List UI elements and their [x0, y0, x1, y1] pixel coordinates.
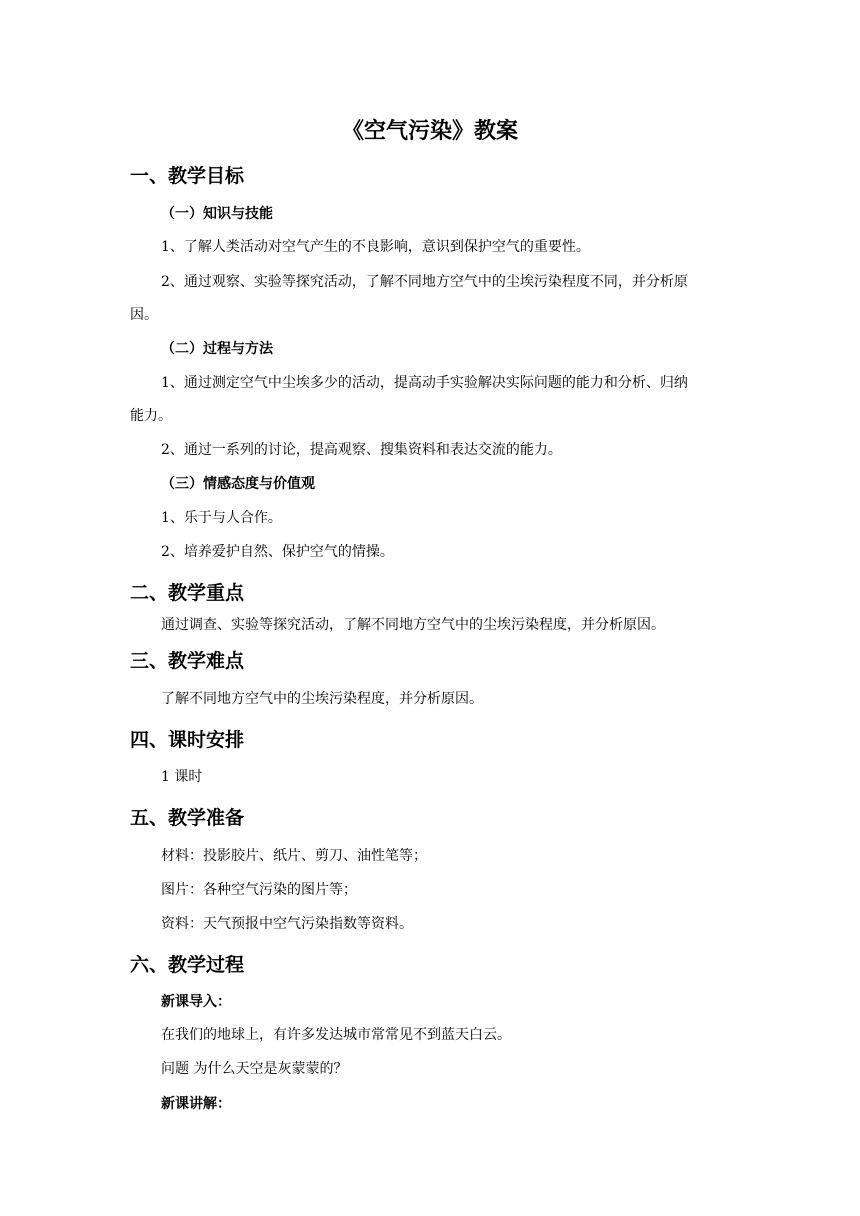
subheading-process-method: （二）过程与方法	[161, 341, 273, 357]
paragraph: 2、培养爱护自然、保护空气的情操。	[161, 544, 394, 560]
paragraph: 2、通过一系列的讨论，提高观察、搜集资料和表达交流的能力。	[161, 442, 562, 458]
subheading-intro: 新课导入：	[161, 994, 231, 1010]
paragraph: 问题 为什么天空是灰蒙蒙的？	[161, 1061, 348, 1077]
section-heading-process: 六、教学过程	[130, 954, 245, 976]
paragraph: 2、通过观察、实验等探究活动，了解不同地方空气中的尘埃污染程度不同，并分析原	[161, 274, 688, 290]
paragraph: 图片：各种空气污染的图片等；	[161, 882, 357, 898]
paragraph: 1、乐于与人合作。	[161, 510, 282, 526]
paragraph: 在我们的地球上，有许多发达城市常常见不到蓝天白云。	[161, 1027, 511, 1043]
paragraph: 通过调查、实验等探究活动，了解不同地方空气中的尘埃污染程度，并分析原因。	[161, 617, 665, 633]
subheading-attitude-values: （三）情感态度与价值观	[161, 476, 315, 492]
section-heading-difficulties: 三、教学难点	[130, 650, 245, 672]
paragraph: 了解不同地方空气中的尘埃污染程度，并分析原因。	[161, 691, 483, 707]
subheading-lecture: 新课讲解：	[161, 1096, 231, 1112]
paragraph: 1、通过测定空气中尘埃多少的活动，提高动手实验解决实际问题的能力和分析、归纳	[161, 375, 688, 391]
paragraph: 1、了解人类活动对空气产生的不良影响，意识到保护空气的重要性。	[161, 239, 590, 255]
paragraph: 因。	[130, 307, 158, 323]
subheading-knowledge-skills: （一）知识与技能	[161, 206, 273, 222]
section-heading-preparation: 五、教学准备	[130, 807, 245, 829]
section-heading-schedule: 四、课时安排	[130, 729, 245, 751]
section-heading-objectives: 一、教学目标	[130, 165, 245, 187]
document-title: 《空气污染》教案	[341, 119, 518, 144]
paragraph: 材料：投影胶片、纸片、剪刀、油性笔等；	[161, 848, 427, 864]
section-heading-key-points: 二、教学重点	[130, 582, 245, 604]
paragraph: 能力。	[130, 408, 172, 424]
paragraph: 1 课时	[161, 769, 203, 785]
paragraph: 资料：天气预报中空气污染指数等资料。	[161, 916, 413, 932]
